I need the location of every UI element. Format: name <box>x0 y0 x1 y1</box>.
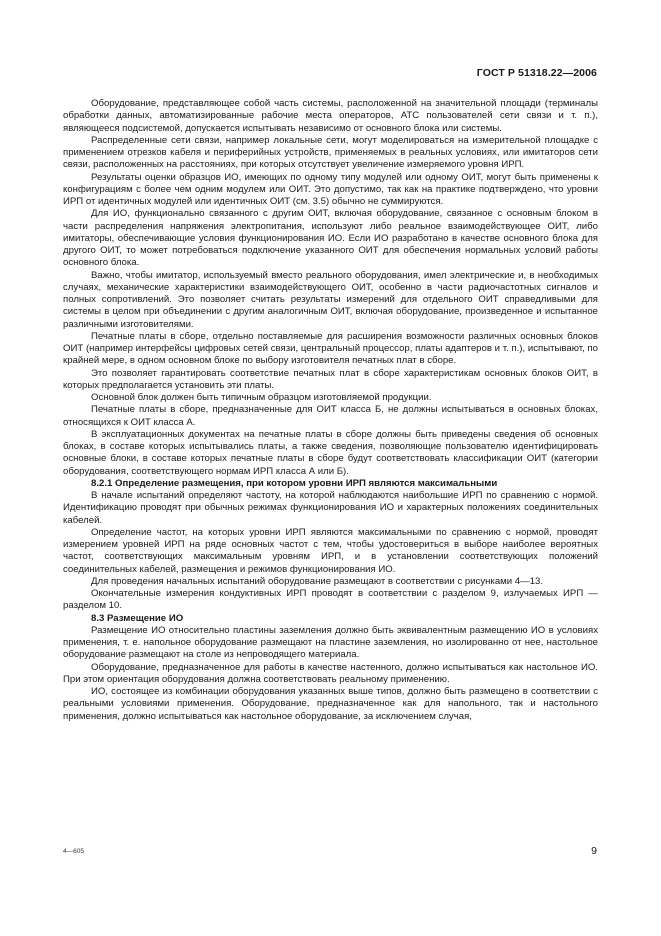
print-code: 4—605 <box>63 848 84 855</box>
paragraph: Результаты оценки образцов ИО, имеющих по одному типу модулей или одному ОИТ, могут быть применены к конфигурациям с более чем одним модулем или ОИТ. Это допустимо, так как на практике подтверждено, что уровни ИРП от идентичных модулей или идентичных ОИТ (см. 3.5) обычно не суммируются. <box>63 171 598 207</box>
paragraph: Для проведения начальных испытаний оборудование размещают в соответствии с рисунками 4—13. <box>91 575 544 587</box>
paragraph: Оборудование, предназначенное для работы в качестве настенного, должно испытываться как настольное ИО. При этом ориентация оборудования должна соответствовать реальному применению. <box>63 661 598 685</box>
document-body <box>63 98 598 723</box>
paragraph: Это позволяет гарантировать соответствие печатных плат в сборе характеристикам основных блоков ОИТ, в которых предполагается установить эти платы. <box>63 367 598 391</box>
standard-number: ГОСТ Р 51318.22—2006 <box>476 67 597 79</box>
paragraph: Важно, чтобы имитатор, используемый вместо реального оборудования, имел электрические и, в необходимых случаях, механические характеристики взаимодействующего ОИТ, особенно в части радиочастотных сигналов и полных сопротивлений. Это позволяет считать результаты измерений для отдельного ОИТ справедливыми для системы в целом при объединении с другим аналогичным ОИТ, включая оборудование, произведенное и испытанное различными изготовителями. <box>63 269 598 330</box>
section-heading-8-2-1: 8.2.1 Определение размещения, при котором уровни ИРП являются максимальными <box>91 477 498 489</box>
paragraph: Основной блок должен быть типичным образцом изготовляемой продукции. <box>91 392 432 403</box>
page-number: 9 <box>591 845 597 857</box>
paragraph: Печатные платы в сборе, отдельно поставляемые для расширения возможности различных основных блоков ОИТ (например интерфейсы цифровых сетей связи, центральный процессор, платы адаптеров и т. п.), испытывают, по крайней мере, в одном основном блоке по выбору изготовителя печатных плат в сборе. <box>63 330 598 367</box>
paragraph: Печатные платы в сборе, предназначенные для ОИТ класса Б, не должны испытываться в основных блоках, относящихся к ОИТ класса А. <box>63 404 598 428</box>
paragraph: Оборудование, представляющее собой часть системы, расположенной на значительной площади (терминалы обработки данных, автоматизированные рабочие места операторов, АТС пользователей сети связи и т. п.), являющееся подсистемой, допускается испытывать независимо от основного блока или системы. <box>63 98 598 134</box>
paragraph: ИО, состоящее из комбинации оборудования указанных выше типов, должно быть размещено в соответствии с реальными условиями применения. Оборудование, предназначенное как для напольного, так и настольного применения, должно испытываться как настольное оборудование, за исключением случая, <box>63 686 598 722</box>
paragraph: В эксплуатационных документах на печатные платы в сборе должны быть приведены сведения об основных блоках, в составе которых испытывались платы, а также сведения, позволяющие пользователю идентифицировать основные блоки, в составе которых печатные платы в сборе будут соответствовать классификации ОИТ (категории оборудования, соответствующего нормам ИРП класса А или Б). <box>63 428 598 477</box>
paragraph: Для ИО, функционально связанного с другим ОИТ, включая оборудование, связанное с основным блоком в части распределения напряжения электропитания, используют либо реальное взаимодействующее ОИТ, либо имитаторы, обеспечивающие условия функционирования ИО. Если ИО разработано в качестве основного блока для другого ОИТ, то может потребоваться подключение указанного ОИТ для обеспечения нормальных условий работы основного блока. <box>63 208 598 269</box>
paragraph: Окончательные измерения кондуктивных ИРП проводят в соответствии с разделом 9, излучаемых ИРП — разделом 10. <box>63 588 598 612</box>
paragraph: В начале испытаний определяют частоту, на которой наблюдаются наибольшие ИРП по сравнению с нормой. Идентификацию проводят при обычных режимах функционирования ИО и характерных положениях соединительных кабелей. <box>63 490 598 526</box>
paragraph: Определение частот, на которых уровни ИРП являются максимальными по сравнению с нормой, проводят измерением уровней ИРП на ряде основных частот с тем, чтобы удостовериться в выборе наиболее вероятных частот, соответствующих максимальным уровням ИРП, и в установлении соответствующих положений соединительных кабелей, размещения и режимов функционирования ИО. <box>63 526 598 575</box>
paragraph: Распределенные сети связи, например локальные сети, могут моделироваться на измерительной площадке с применением отрезков кабеля и периферийных устройств, применяемых в реальных условиях, или имитаторов сети связи, расположенных на расстояниях, при которых отсутствует увеличение измеряемого уровня ИРП. <box>63 134 598 171</box>
section-heading-8-3: 8.3 Размещение ИО <box>91 612 184 624</box>
paragraph: Размещение ИО относительно пластины заземления должно быть эквивалентным размещению ИО в условиях применения, т. е. напольное оборудование размещают на пластине заземления, но изолированно от нее, настольное оборудование размещают на столе из непроводящего материала. <box>63 624 598 661</box>
